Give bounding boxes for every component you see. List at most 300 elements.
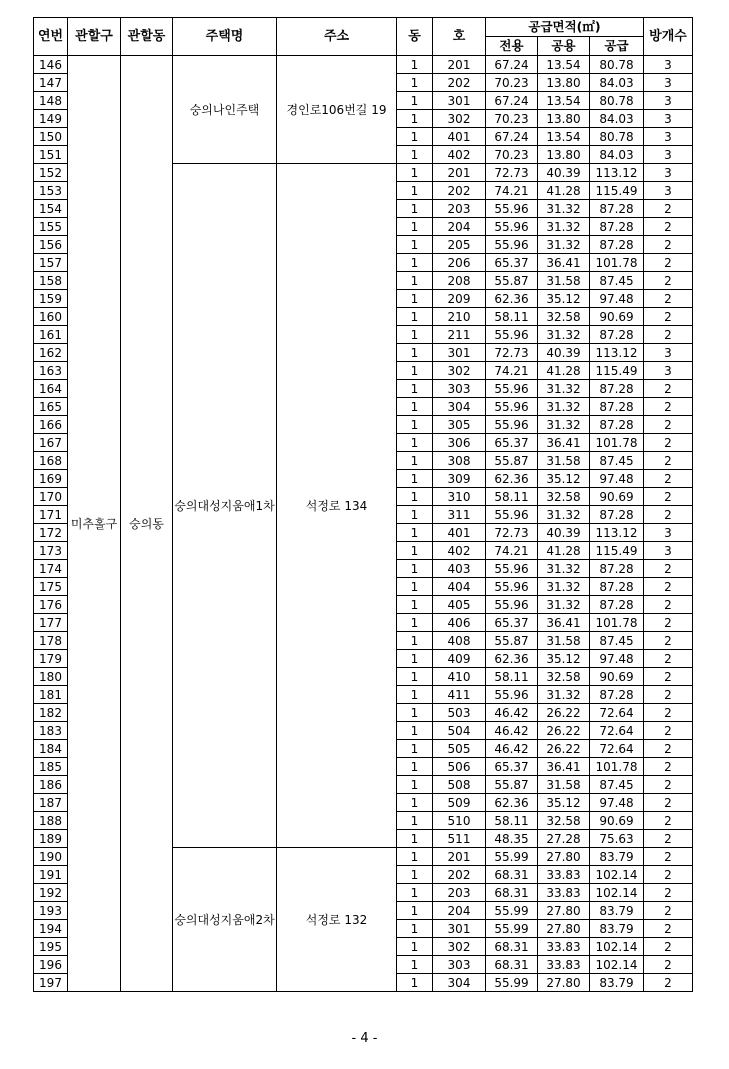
supply-area-cell: 113.12	[590, 164, 644, 182]
rooms-cell: 3	[644, 362, 693, 380]
common-area-cell: 33.83	[538, 884, 590, 902]
rooms-cell: 2	[644, 848, 693, 866]
header-building: 동	[397, 18, 433, 56]
row-no: 193	[34, 902, 68, 920]
row-no: 183	[34, 722, 68, 740]
building-cell: 1	[397, 362, 433, 380]
unit-cell: 310	[433, 488, 486, 506]
supply-area-cell: 97.48	[590, 794, 644, 812]
supply-area-cell: 90.69	[590, 668, 644, 686]
row-no: 195	[34, 938, 68, 956]
row-no: 146	[34, 56, 68, 74]
exclusive-area-cell: 55.87	[486, 632, 538, 650]
unit-cell: 304	[433, 974, 486, 992]
building-cell: 1	[397, 326, 433, 344]
row-no: 175	[34, 578, 68, 596]
row-no: 176	[34, 596, 68, 614]
building-cell: 1	[397, 182, 433, 200]
row-no: 174	[34, 560, 68, 578]
exclusive-area-cell: 55.96	[486, 506, 538, 524]
common-area-cell: 13.54	[538, 56, 590, 74]
exclusive-area-cell: 55.96	[486, 218, 538, 236]
common-area-cell: 13.80	[538, 74, 590, 92]
unit-cell: 206	[433, 254, 486, 272]
common-area-cell: 35.12	[538, 290, 590, 308]
rooms-cell: 2	[644, 614, 693, 632]
unit-cell: 205	[433, 236, 486, 254]
building-cell: 1	[397, 902, 433, 920]
exclusive-area-cell: 55.96	[486, 200, 538, 218]
row-no: 163	[34, 362, 68, 380]
building-cell: 1	[397, 416, 433, 434]
row-no: 156	[34, 236, 68, 254]
building-cell: 1	[397, 56, 433, 74]
rooms-cell: 2	[644, 218, 693, 236]
supply-area-cell: 102.14	[590, 866, 644, 884]
unit-cell: 308	[433, 452, 486, 470]
unit-cell: 201	[433, 56, 486, 74]
building-cell: 1	[397, 758, 433, 776]
unit-cell: 511	[433, 830, 486, 848]
supply-area-cell: 90.69	[590, 488, 644, 506]
building-cell: 1	[397, 524, 433, 542]
rooms-cell: 3	[644, 74, 693, 92]
rooms-cell: 2	[644, 650, 693, 668]
row-no: 185	[34, 758, 68, 776]
building-cell: 1	[397, 470, 433, 488]
supply-area-cell: 87.28	[590, 200, 644, 218]
row-no: 157	[34, 254, 68, 272]
housing-table	[33, 17, 693, 992]
building-cell: 1	[397, 308, 433, 326]
unit-cell: 208	[433, 272, 486, 290]
building-cell: 1	[397, 128, 433, 146]
unit-cell: 303	[433, 380, 486, 398]
common-area-cell: 33.83	[538, 956, 590, 974]
building-cell: 1	[397, 236, 433, 254]
building-cell: 1	[397, 398, 433, 416]
building-cell: 1	[397, 938, 433, 956]
exclusive-area-cell: 74.21	[486, 542, 538, 560]
building-cell: 1	[397, 146, 433, 164]
exclusive-area-cell: 58.11	[486, 812, 538, 830]
row-no: 162	[34, 344, 68, 362]
rooms-cell: 3	[644, 110, 693, 128]
unit-cell: 201	[433, 164, 486, 182]
building-cell: 1	[397, 668, 433, 686]
supply-area-cell: 87.28	[590, 218, 644, 236]
building-cell: 1	[397, 794, 433, 812]
house-name-cell: 숭의대성지움애1차	[173, 164, 277, 848]
header-supply: 공급	[590, 37, 644, 56]
supply-area-cell: 87.45	[590, 452, 644, 470]
unit-cell: 201	[433, 848, 486, 866]
header-no: 연번	[34, 18, 68, 56]
rooms-cell: 2	[644, 308, 693, 326]
supply-area-cell: 101.78	[590, 614, 644, 632]
building-cell: 1	[397, 650, 433, 668]
supply-area-cell: 72.64	[590, 704, 644, 722]
building-cell: 1	[397, 614, 433, 632]
row-no: 178	[34, 632, 68, 650]
rooms-cell: 2	[644, 704, 693, 722]
address-cell: 경인로106번길 19	[277, 56, 397, 164]
rooms-cell: 2	[644, 290, 693, 308]
building-cell: 1	[397, 848, 433, 866]
building-cell: 1	[397, 272, 433, 290]
rooms-cell: 2	[644, 830, 693, 848]
building-cell: 1	[397, 866, 433, 884]
common-area-cell: 13.80	[538, 146, 590, 164]
building-cell: 1	[397, 578, 433, 596]
building-cell: 1	[397, 776, 433, 794]
building-cell: 1	[397, 632, 433, 650]
header-common: 공용	[538, 37, 590, 56]
rooms-cell: 2	[644, 722, 693, 740]
common-area-cell: 33.83	[538, 938, 590, 956]
rooms-cell: 2	[644, 902, 693, 920]
rooms-cell: 2	[644, 470, 693, 488]
unit-cell: 402	[433, 146, 486, 164]
unit-cell: 411	[433, 686, 486, 704]
common-area-cell: 32.58	[538, 668, 590, 686]
row-no: 196	[34, 956, 68, 974]
exclusive-area-cell: 55.96	[486, 416, 538, 434]
unit-cell: 204	[433, 902, 486, 920]
common-area-cell: 31.32	[538, 416, 590, 434]
header-dong: 관할동	[121, 18, 173, 56]
building-cell: 1	[397, 596, 433, 614]
exclusive-area-cell: 55.96	[486, 560, 538, 578]
row-no: 197	[34, 974, 68, 992]
unit-cell: 301	[433, 920, 486, 938]
building-cell: 1	[397, 956, 433, 974]
unit-cell: 301	[433, 344, 486, 362]
row-no: 180	[34, 668, 68, 686]
header-unit: 호	[433, 18, 486, 56]
page-number: - 4 -	[351, 1031, 378, 1046]
row-no: 147	[34, 74, 68, 92]
unit-cell: 202	[433, 866, 486, 884]
row-no: 177	[34, 614, 68, 632]
table-row	[34, 56, 693, 74]
row-no: 158	[34, 272, 68, 290]
building-cell: 1	[397, 380, 433, 398]
address-cell: 석정로 134	[277, 164, 397, 848]
supply-area-cell: 102.14	[590, 884, 644, 902]
building-cell: 1	[397, 254, 433, 272]
unit-cell: 508	[433, 776, 486, 794]
supply-area-cell: 80.78	[590, 92, 644, 110]
common-area-cell: 36.41	[538, 434, 590, 452]
building-cell: 1	[397, 164, 433, 182]
building-cell: 1	[397, 722, 433, 740]
row-no: 149	[34, 110, 68, 128]
rooms-cell: 3	[644, 344, 693, 362]
common-area-cell: 41.28	[538, 182, 590, 200]
common-area-cell: 32.58	[538, 812, 590, 830]
common-area-cell: 36.41	[538, 254, 590, 272]
common-area-cell: 31.32	[538, 578, 590, 596]
common-area-cell: 26.22	[538, 704, 590, 722]
supply-area-cell: 97.48	[590, 470, 644, 488]
row-no: 179	[34, 650, 68, 668]
exclusive-area-cell: 67.24	[486, 92, 538, 110]
common-area-cell: 31.58	[538, 452, 590, 470]
rooms-cell: 3	[644, 542, 693, 560]
common-area-cell: 35.12	[538, 650, 590, 668]
unit-cell: 304	[433, 398, 486, 416]
exclusive-area-cell: 68.31	[486, 938, 538, 956]
exclusive-area-cell: 72.73	[486, 164, 538, 182]
supply-area-cell: 87.45	[590, 776, 644, 794]
rooms-cell: 2	[644, 398, 693, 416]
exclusive-area-cell: 58.11	[486, 308, 538, 326]
rooms-cell: 2	[644, 920, 693, 938]
row-no: 194	[34, 920, 68, 938]
exclusive-area-cell: 58.11	[486, 668, 538, 686]
unit-cell: 506	[433, 758, 486, 776]
common-area-cell: 32.58	[538, 488, 590, 506]
unit-cell: 504	[433, 722, 486, 740]
unit-cell: 202	[433, 182, 486, 200]
exclusive-area-cell: 74.21	[486, 182, 538, 200]
exclusive-area-cell: 55.96	[486, 236, 538, 254]
exclusive-area-cell: 55.99	[486, 920, 538, 938]
house-name-cell: 숭의대성지움애2차	[173, 848, 277, 992]
rooms-cell: 2	[644, 272, 693, 290]
common-area-cell: 31.32	[538, 236, 590, 254]
row-no: 170	[34, 488, 68, 506]
exclusive-area-cell: 70.23	[486, 110, 538, 128]
common-area-cell: 33.83	[538, 866, 590, 884]
building-cell: 1	[397, 110, 433, 128]
building-cell: 1	[397, 884, 433, 902]
exclusive-area-cell: 55.87	[486, 776, 538, 794]
rooms-cell: 2	[644, 596, 693, 614]
exclusive-area-cell: 55.96	[486, 596, 538, 614]
common-area-cell: 31.32	[538, 560, 590, 578]
rooms-cell: 2	[644, 416, 693, 434]
building-cell: 1	[397, 542, 433, 560]
exclusive-area-cell: 65.37	[486, 758, 538, 776]
common-area-cell: 31.32	[538, 596, 590, 614]
exclusive-area-cell: 55.87	[486, 272, 538, 290]
row-no: 161	[34, 326, 68, 344]
building-cell: 1	[397, 974, 433, 992]
building-cell: 1	[397, 506, 433, 524]
unit-cell: 301	[433, 92, 486, 110]
rooms-cell: 2	[644, 866, 693, 884]
rooms-cell: 3	[644, 128, 693, 146]
rooms-cell: 2	[644, 254, 693, 272]
unit-cell: 302	[433, 938, 486, 956]
supply-area-cell: 115.49	[590, 362, 644, 380]
unit-cell: 503	[433, 704, 486, 722]
common-area-cell: 31.58	[538, 272, 590, 290]
header-house-name: 주택명	[173, 18, 277, 56]
district-cell: 미추홀구	[68, 56, 121, 992]
exclusive-area-cell: 70.23	[486, 74, 538, 92]
rooms-cell: 2	[644, 326, 693, 344]
header-district: 관할구	[68, 18, 121, 56]
supply-area-cell: 83.79	[590, 920, 644, 938]
common-area-cell: 27.80	[538, 974, 590, 992]
common-area-cell: 31.32	[538, 506, 590, 524]
supply-area-cell: 97.48	[590, 290, 644, 308]
exclusive-area-cell: 55.87	[486, 452, 538, 470]
unit-cell: 303	[433, 956, 486, 974]
supply-area-cell: 113.12	[590, 344, 644, 362]
header-address: 주소	[277, 18, 397, 56]
common-area-cell: 13.54	[538, 92, 590, 110]
rooms-cell: 2	[644, 560, 693, 578]
unit-cell: 211	[433, 326, 486, 344]
unit-cell: 403	[433, 560, 486, 578]
supply-area-cell: 90.69	[590, 308, 644, 326]
row-no: 188	[34, 812, 68, 830]
unit-cell: 406	[433, 614, 486, 632]
row-no: 164	[34, 380, 68, 398]
unit-cell: 408	[433, 632, 486, 650]
common-area-cell: 40.39	[538, 164, 590, 182]
supply-area-cell: 87.28	[590, 578, 644, 596]
row-no: 184	[34, 740, 68, 758]
supply-area-cell: 115.49	[590, 542, 644, 560]
building-cell: 1	[397, 92, 433, 110]
unit-cell: 402	[433, 542, 486, 560]
exclusive-area-cell: 46.42	[486, 722, 538, 740]
common-area-cell: 26.22	[538, 740, 590, 758]
unit-cell: 305	[433, 416, 486, 434]
row-no: 152	[34, 164, 68, 182]
unit-cell: 203	[433, 884, 486, 902]
building-cell: 1	[397, 812, 433, 830]
exclusive-area-cell: 58.11	[486, 488, 538, 506]
row-no: 165	[34, 398, 68, 416]
dong-cell: 숭의동	[121, 56, 173, 992]
building-cell: 1	[397, 434, 433, 452]
exclusive-area-cell: 70.23	[486, 146, 538, 164]
common-area-cell: 27.80	[538, 920, 590, 938]
common-area-cell: 40.39	[538, 524, 590, 542]
supply-area-cell: 84.03	[590, 110, 644, 128]
row-no: 190	[34, 848, 68, 866]
exclusive-area-cell: 72.73	[486, 344, 538, 362]
unit-cell: 306	[433, 434, 486, 452]
common-area-cell: 40.39	[538, 344, 590, 362]
building-cell: 1	[397, 218, 433, 236]
row-no: 171	[34, 506, 68, 524]
row-no: 166	[34, 416, 68, 434]
exclusive-area-cell: 55.99	[486, 902, 538, 920]
building-cell: 1	[397, 290, 433, 308]
rooms-cell: 2	[644, 200, 693, 218]
exclusive-area-cell: 55.96	[486, 380, 538, 398]
supply-area-cell: 72.64	[590, 722, 644, 740]
header-rooms: 방개수	[644, 18, 693, 56]
unit-cell: 309	[433, 470, 486, 488]
common-area-cell: 27.80	[538, 902, 590, 920]
unit-cell: 509	[433, 794, 486, 812]
rooms-cell: 3	[644, 92, 693, 110]
table-body	[34, 56, 693, 992]
exclusive-area-cell: 74.21	[486, 362, 538, 380]
exclusive-area-cell: 55.96	[486, 686, 538, 704]
supply-area-cell: 97.48	[590, 650, 644, 668]
common-area-cell: 32.58	[538, 308, 590, 326]
address-cell: 석정로 132	[277, 848, 397, 992]
common-area-cell: 41.28	[538, 362, 590, 380]
building-cell: 1	[397, 488, 433, 506]
common-area-cell: 31.58	[538, 632, 590, 650]
supply-area-cell: 75.63	[590, 830, 644, 848]
supply-area-cell: 101.78	[590, 434, 644, 452]
building-cell: 1	[397, 74, 433, 92]
supply-area-cell: 87.28	[590, 236, 644, 254]
common-area-cell: 13.54	[538, 128, 590, 146]
rooms-cell: 2	[644, 956, 693, 974]
building-cell: 1	[397, 920, 433, 938]
exclusive-area-cell: 55.96	[486, 398, 538, 416]
row-no: 159	[34, 290, 68, 308]
supply-area-cell: 87.45	[590, 272, 644, 290]
exclusive-area-cell: 46.42	[486, 704, 538, 722]
house-name-cell: 숭의나인주택	[173, 56, 277, 164]
row-no: 173	[34, 542, 68, 560]
exclusive-area-cell: 65.37	[486, 254, 538, 272]
supply-area-cell: 87.45	[590, 632, 644, 650]
supply-area-cell: 80.78	[590, 128, 644, 146]
building-cell: 1	[397, 830, 433, 848]
supply-area-cell: 101.78	[590, 254, 644, 272]
rooms-cell: 2	[644, 506, 693, 524]
row-no: 186	[34, 776, 68, 794]
building-cell: 1	[397, 686, 433, 704]
common-area-cell: 31.32	[538, 398, 590, 416]
supply-area-cell: 83.79	[590, 848, 644, 866]
unit-cell: 404	[433, 578, 486, 596]
exclusive-area-cell: 55.99	[486, 974, 538, 992]
row-no: 187	[34, 794, 68, 812]
exclusive-area-cell: 65.37	[486, 614, 538, 632]
supply-area-cell: 87.28	[590, 380, 644, 398]
unit-cell: 510	[433, 812, 486, 830]
supply-area-cell: 84.03	[590, 74, 644, 92]
supply-area-cell: 80.78	[590, 56, 644, 74]
rooms-cell: 3	[644, 146, 693, 164]
rooms-cell: 2	[644, 812, 693, 830]
rooms-cell: 2	[644, 884, 693, 902]
common-area-cell: 31.32	[538, 218, 590, 236]
supply-area-cell: 87.28	[590, 398, 644, 416]
exclusive-area-cell: 65.37	[486, 434, 538, 452]
unit-cell: 311	[433, 506, 486, 524]
building-cell: 1	[397, 704, 433, 722]
rooms-cell: 2	[644, 632, 693, 650]
exclusive-area-cell: 68.31	[486, 884, 538, 902]
rooms-cell: 3	[644, 182, 693, 200]
rooms-cell: 2	[644, 974, 693, 992]
exclusive-area-cell: 62.36	[486, 470, 538, 488]
unit-cell: 209	[433, 290, 486, 308]
rooms-cell: 2	[644, 740, 693, 758]
rooms-cell: 2	[644, 794, 693, 812]
exclusive-area-cell: 67.24	[486, 56, 538, 74]
common-area-cell: 31.32	[538, 200, 590, 218]
row-no: 151	[34, 146, 68, 164]
rooms-cell: 2	[644, 776, 693, 794]
